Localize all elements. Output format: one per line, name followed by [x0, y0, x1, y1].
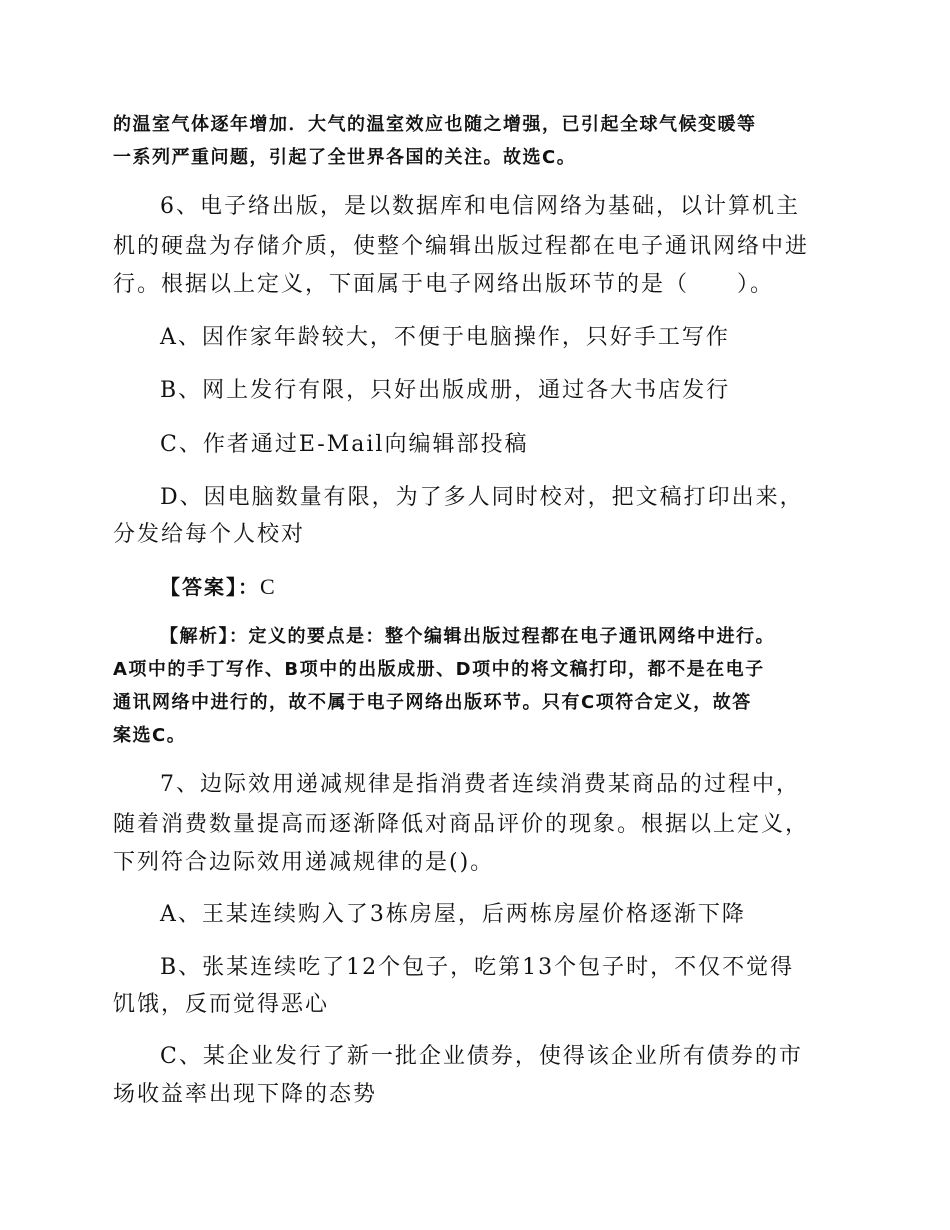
q6-answer [160, 573, 277, 602]
q6-option-c: C、作者通过E-Mail向编辑部投稿 [160, 432, 529, 457]
q6-explanation-line-1: 【解析】：定义的要点是：整个编辑出版过程都在电子通讯网络中进行。 [160, 626, 775, 647]
q7-option-a: A、王某连续购入了3栋房屋，后两栋房屋价格逐渐下降 [160, 902, 746, 927]
q7-option-b-line-2: 饥饿，反而觉得恶心 [113, 992, 330, 1017]
q6-stem-line-2: 机的硬盘为存储介质，使整个编辑出版过程都在电子通讯网络中进 [113, 234, 810, 259]
q7-option-c-line-1: C、某企业发行了新一批企业债券，使得该企业所有债券的市 [160, 1044, 803, 1069]
q7-stem-line-3: 下列符合边际效用递减规律的是()。 [113, 850, 495, 875]
answer-label: 【答案】： [160, 575, 260, 599]
prev-explanation-line-1: 的温室气体逐年增加．大气的温室效应也随之增强，已引起全球气候变暖等 [113, 114, 757, 135]
q7-option-c-line-2: 场收益率出现下降的态势 [113, 1082, 378, 1107]
q6-option-b: B、网上发行有限，只好出版成册，通过各大书店发行 [160, 378, 731, 403]
answer-value: C [260, 574, 277, 599]
q7-stem-line-1: 7、边际效用递减规律是指消费者连续消费某商品的过程中， [160, 772, 800, 797]
q6-option-d-line-1: D、因电脑数量有限，为了多人同时校对，把文稿打印出来， [160, 485, 804, 510]
q7-option-b-line-1: B、张某连续吃了12个包子，吃第13个包子时，不仅不觉得 [160, 955, 795, 980]
prev-explanation-line-2: 一系列严重问题，引起了全世界各国的关注。故选C。 [113, 147, 577, 168]
q6-option-a: A、因作家年龄较大，不便于电脑操作，只好手工写作 [160, 325, 730, 350]
q6-explanation-line-2: A项中的手丁写作、B项中的出版成册、D项中的将文稿打印，都不是在电子 [113, 659, 765, 680]
q6-explanation-line-4: 案选C。 [113, 725, 187, 746]
q6-option-d-line-2: 分发给每个人校对 [113, 522, 306, 547]
q6-explanation-line-3: 通讯网络中进行的，故不属于电子网络出版环节。只有C项符合定义，故答 [113, 692, 752, 713]
q6-stem-line-3: 行。根据以上定义，下面属于电子网络出版环节的是（ ）。 [113, 272, 775, 297]
q6-stem-line-1: 6、电子络出版，是以数据库和电信网络为基础，以计算机主 [160, 194, 800, 219]
q7-stem-line-2: 随着消费数量提高而逐渐降低对商品评价的现象。根据以上定义， [113, 812, 810, 837]
